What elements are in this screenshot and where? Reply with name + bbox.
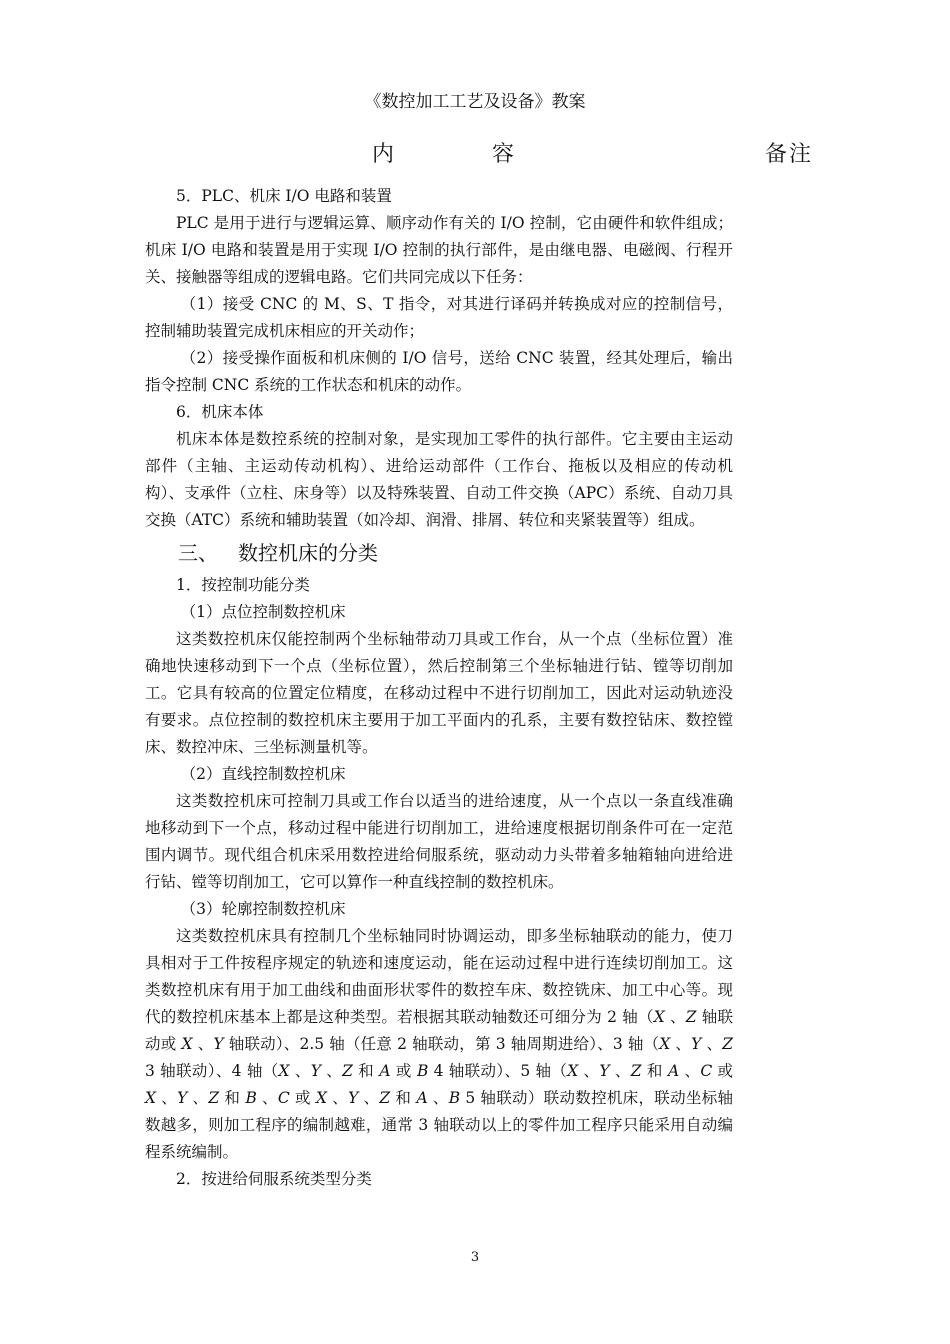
section-number: 三、 — [178, 541, 218, 565]
content-column-heading: 内 容 — [372, 142, 517, 167]
main-content — [145, 183, 733, 1193]
paragraph-plc: PLC 是用于进行与逻辑运算、顺序动作有关的 I/O 控制，它由硬件和软件组成；机床 I/O 电路和装置是用于实现 I/O 控制的执行部件，是由继电器、电磁阀、行程开关、接触器等组成的逻辑电路。它们共同完成以下任务： — [145, 214, 733, 286]
section-heading — [145, 534, 733, 572]
paragraph-point-control: 这类数控机床仅能控制两个坐标轴带动刀具或工作台，从一个点（坐标位置）准确地快速移动到下一个点（坐标位置），然后控制第三个坐标轴进行钻、镗等切削加工。它具有较高的位置定位精度，在移动过程中不进行切削加工，因此对运动轨迹没有要求。点位控制的数控机床主要用于加工平面内的孔系，主要有数控钻床、数控镗床、数控冲床、三坐标测量机等。 — [145, 630, 733, 756]
document-title: 《数控加工工艺及设备》教案 — [364, 92, 586, 112]
subheading-point-control: （1）点位控制数控机床 — [180, 603, 346, 621]
subheading-contour-control: （3）轮廓控制数控机床 — [180, 900, 346, 918]
subheading-plc: 5．PLC、机床 I/O 电路和装置 — [176, 187, 392, 205]
paragraph-task-2: （2）接受操作面板和机床侧的 I/O 信号，送给 CNC 装置，经其处理后，输出指令控制 CNC 系统的工作状态和机床的动作。 — [145, 349, 733, 394]
section-title: 数控机床的分类 — [238, 541, 378, 565]
subheading-machine-body: 6．机床本体 — [176, 403, 264, 421]
subheading-line-control: （2）直线控制数控机床 — [180, 765, 346, 783]
subheading-by-control: 1．按控制功能分类 — [176, 576, 310, 594]
paragraph-contour-control: 这类数控机床具有控制几个坐标轴同时协调运动，即多坐标轴联动的能力，使刀具相对于工件按程序规定的轨迹和速度运动，能在运动过程中进行连续切削加工。这类数控机床有用于加工曲线和曲面形状零件的数控车床、数控铣床、加工中心等。现代的数控机床基本上都是这种类型。若根据其联动轴数还可细分为 2 轴（X 、Z 轴联动或 X 、Y 轴联动）、2.5 轴（任意 2 轴联动，第 3 轴周期进给）、3 轴（X 、Y 、Z 3 轴联动）、4 轴（X 、Y 、Z 和 A 或 B 4 轴联动）、5 轴（X 、Y 、Z 和 A 、C 或 X 、Y 、Z 和 B 、C 或 X 、Y 、Z 和 A 、B 5 轴联动）联动数控机床，联动坐标轴数越多，则加工程序的编制越难，通常 3 轴联动以上的零件加工程序只能采用自动编程系统编制。 — [145, 927, 734, 1161]
paragraph-task-1: （1）接受 CNC 的 M、S、T 指令，对其进行译码并转换成对应的控制信号，控制辅助装置完成机床相应的开关动作； — [145, 295, 733, 340]
subheading-by-servo: 2．按进给伺服系统类型分类 — [176, 1170, 372, 1188]
remarks-column-heading: 备注 — [765, 142, 814, 167]
paragraph-machine-body: 机床本体是数控系统的控制对象，是实现加工零件的执行部件。它主要由主运动部件（主轴、主运动传动机构）、进给运动部件（工作台、拖板以及相应的传动机构）、支承件（立柱、床身等）以及特殊装置、自动工件交换（APC）系统、自动刀具交换（ATC）系统和辅助装置（如冷却、润滑、排屑、转位和夹紧装置等）组成。 — [145, 430, 733, 529]
paragraph-line-control: 这类数控机床可控制刀具或工作台以适当的进给速度，从一个点以一条直线准确地移动到下一个点，移动过程中能进行切削加工，进给速度根据切削条件可在一定范围内调节。现代组合机床采用数控进给伺服系统，驱动动力头带着多轴箱轴向进给进行钻、镗等切削加工，它可以算作一种直线控制的数控机床。 — [145, 792, 733, 891]
page-number: 3 — [470, 1250, 480, 1265]
